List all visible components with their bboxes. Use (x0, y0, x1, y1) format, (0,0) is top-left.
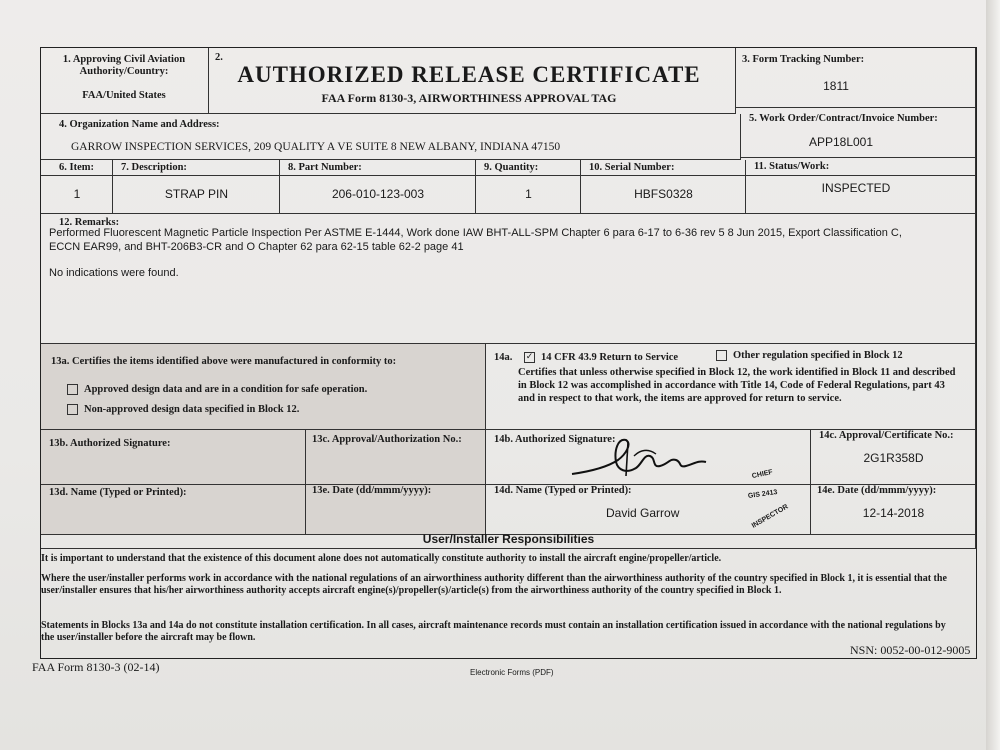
remarks-line-3: No indications were found. (49, 267, 179, 279)
remarks-line-2: ECCN EAR99, and BHT-206B3-CR and O Chapter 62 para 62-15 table 62-2 page 41 (49, 241, 464, 253)
block-13c (306, 430, 486, 485)
work-order-number: APP18L001 (808, 135, 874, 149)
quantity-cell (476, 176, 581, 214)
block-10-header (581, 160, 746, 176)
return-to-service-text: 14 CFR 43.9 Return to Service (541, 352, 679, 363)
responsibilities-paragraph-2: Where the user/installer performs work in accordance with the national regulations of an airworthiness authority different than the airworthiness authority of the country specified in Block 1, it is essential that the user/installer ensures that his/her airworthiness authority accepts aircraft engine(s)/propeller(s)/article(s) from the airworthiness authority of the country specified in Block 1. (41, 573, 947, 596)
block-1-value: FAA/United States (82, 90, 166, 101)
block-3-label: 3. Form Tracking Number: (742, 54, 865, 65)
block-2-label: 2. (215, 52, 223, 63)
block-13d-label: 13d. Name (Typed or Printed): (49, 487, 187, 498)
stamp-top-text: CHIEF (751, 468, 774, 481)
block-4-label: 4. Organization Name and Address: (59, 119, 220, 130)
block-1-label: 1. Approving Civil Aviation Authority/Country: (62, 54, 186, 78)
description-cell (113, 176, 280, 214)
block-12-label: 12. Remarks: (59, 217, 120, 228)
item-number: 1 (73, 187, 81, 201)
responsibilities-header (41, 532, 976, 549)
block-11-label: 11. Status/Work: (754, 161, 830, 172)
block-14a-certification-text: Certifies that unless otherwise specified in Block 12, the work identified in Block 11 and described in Block 12 was accomplished in accordance with Title 14, Code of Federal Regulations, part 43 and in respect to that work, the items are approved for return to service. (518, 367, 956, 405)
block-8-header (280, 160, 476, 176)
block-7-header (113, 160, 280, 176)
inspection-date: 12-14-2018 (862, 506, 925, 520)
form-number-footer: FAA Form 8130-3 (02-14) (32, 660, 160, 674)
status-work: INSPECTED (821, 181, 891, 195)
other-regulation-checkbox[interactable] (716, 350, 727, 361)
page-edge (986, 0, 1000, 750)
block-9-label: 9. Quantity: (484, 162, 539, 173)
block-14c (811, 426, 976, 485)
stamp-mid-text: GIS 2413 (747, 488, 778, 501)
serial-number: HBFS0328 (634, 187, 693, 201)
return-to-service-checkbox[interactable]: ✓ (525, 352, 534, 363)
responsibilities-paragraph-1: It is important to understand that the existence of this document alone does not automatically constitute authority to install the aircraft engine/propeller/article. (41, 553, 722, 564)
block-13a-option-nonapproved (67, 404, 299, 416)
block-10-label: 10. Serial Number: (589, 162, 675, 173)
block-5 (741, 108, 976, 158)
tracking-number: 1811 (823, 79, 849, 93)
quantity: 1 (525, 187, 532, 201)
remarks-line-1: Performed Fluorescent Magnetic Particle Inspection Per ASTME E-1444, Work done IAW BHT-ALL-SPM Chapter 6 para 6-17 to 6-36 rev 5 8 Jun 2015, Export Classification C, (49, 227, 902, 239)
inspector-stamp (747, 468, 808, 531)
return-to-service-option (524, 352, 678, 364)
approved-design-checkbox[interactable] (67, 384, 78, 395)
block-13e (306, 485, 486, 535)
organization-address: GARROW INSPECTION SERVICES, 209 QUALITY A VE SUITE 8 NEW ALBANY, INDIANA 47150 (71, 141, 561, 153)
block-13a-option-approved (67, 384, 367, 396)
block-6-label: 6. Item: (59, 162, 94, 173)
other-regulation-text: Other regulation specified in Block 12 (733, 350, 903, 361)
form-title: AUTHORIZED RELEASE CERTIFICATE (237, 62, 701, 87)
authorized-signature-image (566, 430, 726, 482)
block-9-header (476, 160, 581, 176)
block-13b (41, 430, 306, 485)
block-6-header (41, 160, 113, 176)
stamp-bottom-text: INSPECTOR (750, 503, 790, 530)
nonapproved-design-checkbox[interactable] (67, 404, 78, 415)
block-13b-label: 13b. Authorized Signature: (49, 438, 171, 449)
block-2 (209, 48, 736, 114)
block-13a-label: 13a. Certifies the items identified above were manufactured in conformity to: (51, 356, 397, 367)
responsibilities-title: User/Installer Responsibilities (422, 532, 595, 546)
block-14d-label: 14d. Name (Typed or Printed): (494, 485, 632, 496)
block-4 (41, 114, 741, 160)
block-14e-label: 14e. Date (dd/mmm/yyyy): (817, 485, 937, 496)
block-12 (41, 214, 976, 344)
part-number-cell (280, 176, 476, 214)
nonapproved-design-text: Non-approved design data specified in Block 12. (84, 404, 300, 415)
form-8130-3 (40, 47, 977, 659)
block-13d (41, 485, 306, 535)
approved-design-text: Approved design data and are in a condition for safe operation. (84, 384, 368, 395)
block-3 (736, 48, 976, 108)
block-14a-label: 14a. (494, 352, 513, 363)
block-14d (486, 468, 811, 535)
block-13c-label: 13c. Approval/Authorization No.: (312, 434, 462, 445)
block-14b-label: 14b. Authorized Signature: (494, 434, 616, 445)
block-11-header (746, 158, 976, 176)
responsibilities-paragraph-3: Statements in Blocks 13a and 14a do not constitute installation certification. In all cases, aircraft maintenance records must contain an installation certification issued in accordance with the national regulations by the user/installer before the aircraft may be flown. (41, 620, 946, 643)
status-cell (746, 176, 976, 214)
part-number: 206-010-123-003 (331, 187, 425, 201)
block-13a (41, 344, 486, 430)
serial-number-cell (581, 176, 746, 214)
electronic-forms-footer: Electronic Forms (PDF) (470, 668, 554, 677)
item-number-cell (41, 176, 113, 214)
block-1 (41, 48, 209, 114)
description: STRAP PIN (164, 187, 229, 201)
block-14a (486, 344, 976, 430)
block-8-label: 8. Part Number: (288, 162, 362, 173)
block-14c-label: 14c. Approval/Certificate No.: (819, 430, 954, 441)
block-13e-label: 13e. Date (dd/mmm/yyyy): (312, 485, 432, 496)
other-regulation-option (716, 350, 903, 362)
form-subtitle: FAA Form 8130-3, AIRWORTHINESS APPROVAL TAG (321, 91, 617, 105)
certificate-number: 2G1R358D (863, 451, 924, 465)
nsn-footer: NSN: 0052-00-012-9005 (850, 643, 971, 657)
block-7-label: 7. Description: (121, 162, 187, 173)
block-5-label: 5. Work Order/Contract/Invoice Number: (749, 113, 938, 124)
block-14e (811, 485, 976, 535)
inspector-name: David Garrow (606, 506, 680, 520)
